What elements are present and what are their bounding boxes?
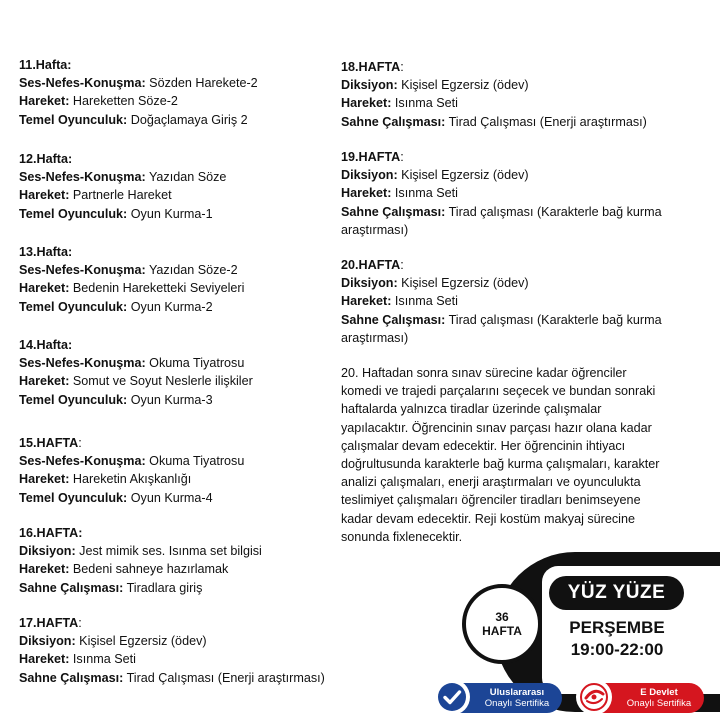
week-line: Temel Oyunculuk: Oyun Kurma-4: [19, 490, 213, 505]
weeks-label: HAFTA: [482, 624, 522, 638]
week-line: Hareket: Isınma Seti: [341, 186, 458, 201]
week-line: Diksiyon: Kişisel Egzersiz (ödev): [341, 78, 529, 93]
paragraph-line: sonunda fixlenecektir.: [341, 529, 463, 544]
format-pill: YÜZ YÜZE: [549, 576, 684, 610]
schedule-card: [542, 566, 720, 694]
week-line: Hareket: Isınma Seti: [341, 96, 458, 111]
week-line: Ses-Nefes-Konuşma: Sözden Harekete-2: [19, 76, 258, 91]
week-block: [19, 614, 325, 687]
week-line: Sahne Çalışması: Tirad çalışması (Karakterle bağ kurma araştırması): [341, 204, 662, 237]
checkmark-icon: [434, 679, 470, 715]
week-line: Temel Oyunculuk: Oyun Kurma-1: [19, 206, 213, 221]
week-title: 14.Hafta:: [19, 338, 73, 352]
paragraph-line: komedi ve trajedi parçalarını seçecek ve bundan sonraki: [341, 384, 656, 399]
week-line: Hareket: Bedeni sahneye hazırlamak: [19, 562, 229, 577]
paragraph-line: kadar devam edecektir. Reji kostüm makyaj sürecine: [341, 511, 635, 526]
paragraph-line: doğrultusunda karakterle bağ kurma çalışmaları, karakter: [341, 457, 660, 472]
week-title: 12.Hafta:: [19, 152, 73, 166]
week-line: Hareket: Isınma Seti: [19, 652, 136, 667]
week-line: Ses-Nefes-Konuşma: Okuma Tiyatrosu: [19, 454, 245, 469]
week-line: Hareket: Somut ve Soyut Neslerle ilişkiler: [19, 374, 253, 389]
week-line: Hareket: Isınma Seti: [341, 294, 458, 309]
week-title: 15.HAFTA:: [19, 436, 82, 450]
description-paragraph: [341, 364, 686, 546]
week-line: Sahne Çalışması: Tirad çalışması (Karakterle bağ kurma araştırması): [341, 312, 662, 345]
paragraph-line: 20. Haftadan sonra sınav sürecine kadar öğrenciler: [341, 366, 627, 380]
e-devlet-certificate-badge: [578, 683, 704, 713]
week-line: Temel Oyunculuk: Oyun Kurma-3: [19, 392, 213, 407]
week-line: Temel Oyunculuk: Oyun Kurma-2: [19, 299, 213, 314]
week-title: 19.HAFTA:: [341, 150, 404, 164]
week-line: Ses-Nefes-Konuşma: Yazıdan Söze-2: [19, 263, 238, 278]
week-title: 17.HAFTA:: [19, 616, 82, 630]
certificate-title: Uluslararası: [489, 687, 545, 698]
paragraph-line: analizi çalışmaları, enerji araştırmaları ve oyunculukta: [341, 475, 641, 490]
week-line: Diksiyon: Kişisel Egzersiz (ödev): [341, 276, 529, 291]
week-line: Hareket: Partnerle Hareket: [19, 188, 172, 203]
week-line: Sahne Çalışması: Tiradlara giriş: [19, 580, 203, 595]
week-block: [19, 243, 244, 316]
certificate-subtitle: Onaylı Sertifika: [626, 698, 692, 709]
week-title: 18.HAFTA:: [341, 60, 404, 74]
certificate-title: E Devlet: [640, 687, 678, 698]
week-line: Diksiyon: Jest mimik ses. Isınma set bilgisi: [19, 544, 262, 559]
week-block: [341, 58, 671, 131]
week-title: 20.HAFTA:: [341, 258, 404, 272]
paragraph-line: yapılacaktır. Öğrencinin sınav parçası hazır olana kadar: [341, 420, 652, 435]
week-block: [19, 524, 262, 597]
week-line: Hareket: Hareketten Söze-2: [19, 94, 178, 109]
weeks-number: 36: [495, 610, 509, 624]
week-line: Ses-Nefes-Konuşma: Yazıdan Söze: [19, 170, 227, 185]
week-title: 16.HAFTA:: [19, 526, 83, 540]
e-devlet-logo-icon: [576, 679, 612, 715]
schedule-hours: 19:00-22:00: [570, 640, 664, 659]
certificate-subtitle: Onaylı Sertifika: [484, 698, 550, 709]
week-block: [19, 150, 226, 223]
week-title: 11.Hafta:: [19, 58, 72, 72]
week-line: Sahne Çalışması: Tirad Çalışması (Enerji araştırması): [19, 670, 325, 685]
paragraph-line: haftalarda yalnızca tiradlar üzerinde çalışmalar: [341, 402, 602, 417]
week-line: Diksiyon: Kişisel Egzersiz (ödev): [19, 634, 207, 649]
week-line: Temel Oyunculuk: Doğaçlamaya Giriş 2: [19, 112, 248, 127]
weeks-circle: [462, 584, 542, 664]
week-title: 13.Hafta:: [19, 245, 73, 259]
paragraph-line: teslimiyet çalışmaları öğrenciler tiradları benimseyene: [341, 493, 641, 508]
week-block: [19, 434, 244, 507]
week-line: Diksiyon: Kişisel Egzersiz (ödev): [341, 168, 529, 183]
week-block: [19, 56, 258, 129]
schedule-day: PERŞEMBE: [569, 618, 665, 637]
week-line: Ses-Nefes-Konuşma: Okuma Tiyatrosu: [19, 356, 245, 371]
week-line: Sahne Çalışması: Tirad Çalışması (Enerji araştırması): [341, 114, 647, 129]
week-line: Hareket: Bedenin Hareketteki Seviyeleri: [19, 281, 245, 296]
international-certificate-badge: [436, 683, 562, 713]
week-block: [341, 148, 671, 239]
week-line: Hareket: Hareketin Akışkanlığı: [19, 472, 192, 487]
week-block: [341, 256, 671, 347]
paragraph-line: çalışmalar devam edecektir. Her öğrencinin ihtiyacı: [341, 438, 626, 453]
week-block: [19, 336, 253, 409]
